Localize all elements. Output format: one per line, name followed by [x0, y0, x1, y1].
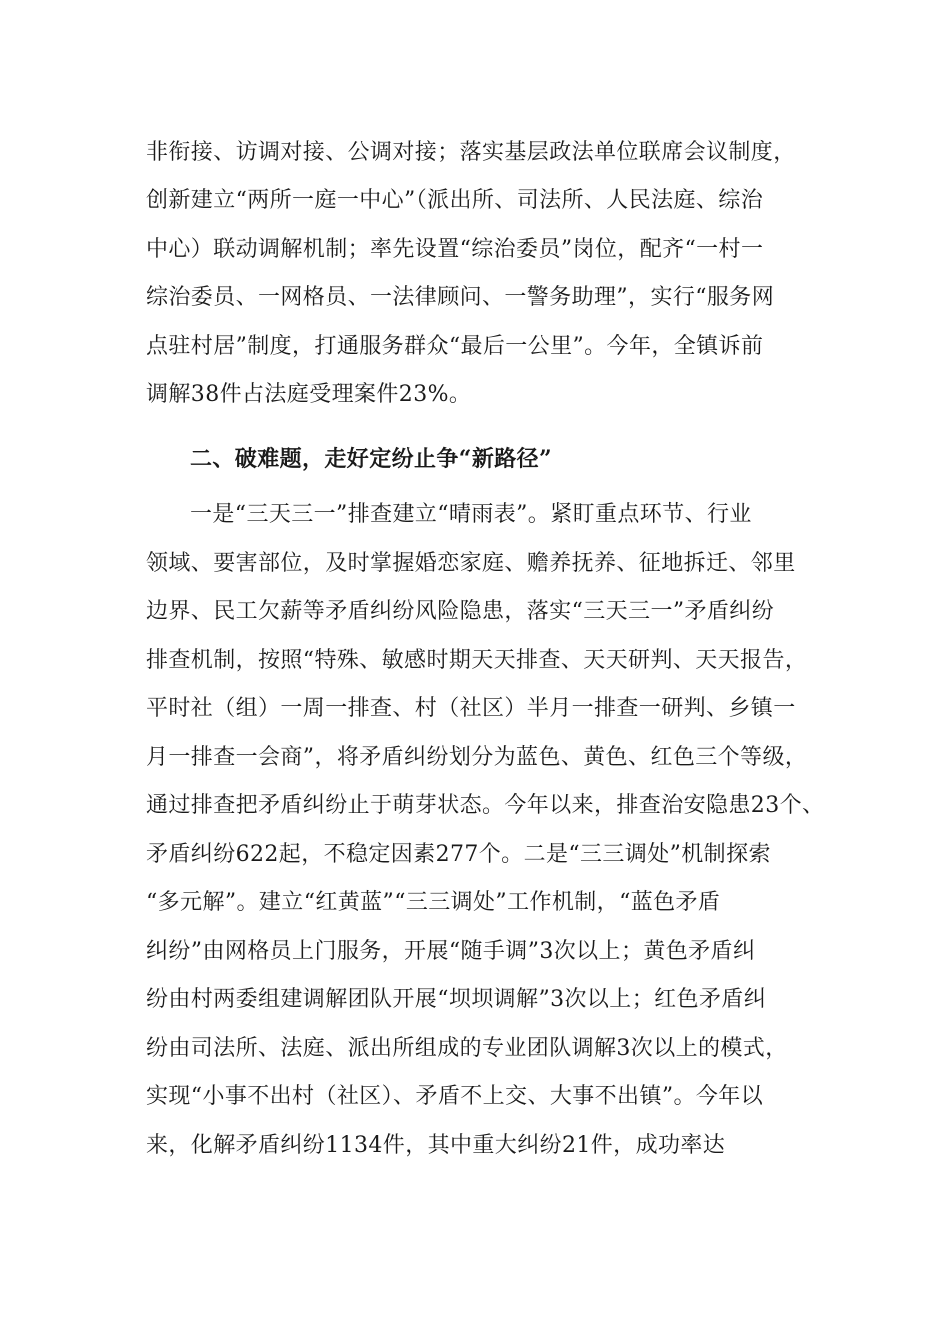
- body-text-line: 通过排查把矛盾纠纷止于萌芽状态。今年以来，排查治安隐患23个、: [146, 793, 825, 818]
- body-text-line: 矛盾纠纷622起，不稳定因素277个。二是“三三调处”机制探索: [146, 842, 771, 867]
- paragraph-first-line: 一是“三天三一”排查建立“晴雨表”。紧盯重点环节、行业: [190, 502, 752, 527]
- body-text-line: 平时社（组）一周一排查、村（社区）半月一排查一研判、乡镇一: [146, 696, 796, 721]
- body-text-line: 纷由村两委组建调解团队开展“坝坝调解”3次以上；红色矛盾纠: [146, 987, 767, 1012]
- body-text-line: 实现“小事不出村（社区）、矛盾不上交、大事不出镇”。今年以: [146, 1084, 764, 1109]
- body-text-line: 纠纷”由网格员上门服务，开展“随手调”3次以上；黄色矛盾纠: [146, 939, 756, 964]
- body-text-line: 领域、要害部位，及时掌握婚恋家庭、赡养抚养、征地拆迁、邻里: [146, 551, 796, 576]
- body-text-line: 月一排查一会商”，将矛盾纠纷划分为蓝色、黄色、红色三个等级，: [146, 745, 808, 770]
- body-text-line: 非衔接、访调对接、公调对接；落实基层政法单位联席会议制度，: [146, 140, 796, 165]
- body-text-line: 点驻村居”制度，打通服务群众“最后一公里”。今年，全镇诉前: [146, 334, 764, 359]
- body-text-line: 排查机制，按照“特殊、敏感时期天天排查、天天研判、天天报告，: [146, 648, 808, 673]
- body-text-line: 调解38件占法庭受理案件23%。: [146, 382, 472, 407]
- body-text-line: 创新建立“两所一庭一中心”（派出所、司法所、人民法庭、综治: [146, 188, 764, 213]
- body-text-line: 中心）联动调解机制；率先设置“综治委员”岗位，配齐“一村一: [146, 237, 764, 262]
- section-heading: 二、破难题，走好定纷止争“新路径”: [190, 446, 553, 472]
- body-text-line: “多元解”。建立“红黄蓝”“三三调处”工作机制，“蓝色矛盾: [146, 890, 721, 915]
- body-text-line: 来，化解矛盾纠纷1134件，其中重大纠纷21件，成功率达: [146, 1133, 726, 1158]
- body-text-line: 纷由司法所、法庭、派出所组成的专业团队调解3次以上的模式，: [146, 1036, 788, 1061]
- body-text-line: 综治委员、一网格员、一法律顾问、一警务助理”，实行“服务网: [146, 285, 775, 310]
- body-text-line: 边界、民工欠薪等矛盾纠纷风险隐患，落实“三天三一”矛盾纠纷: [146, 599, 775, 624]
